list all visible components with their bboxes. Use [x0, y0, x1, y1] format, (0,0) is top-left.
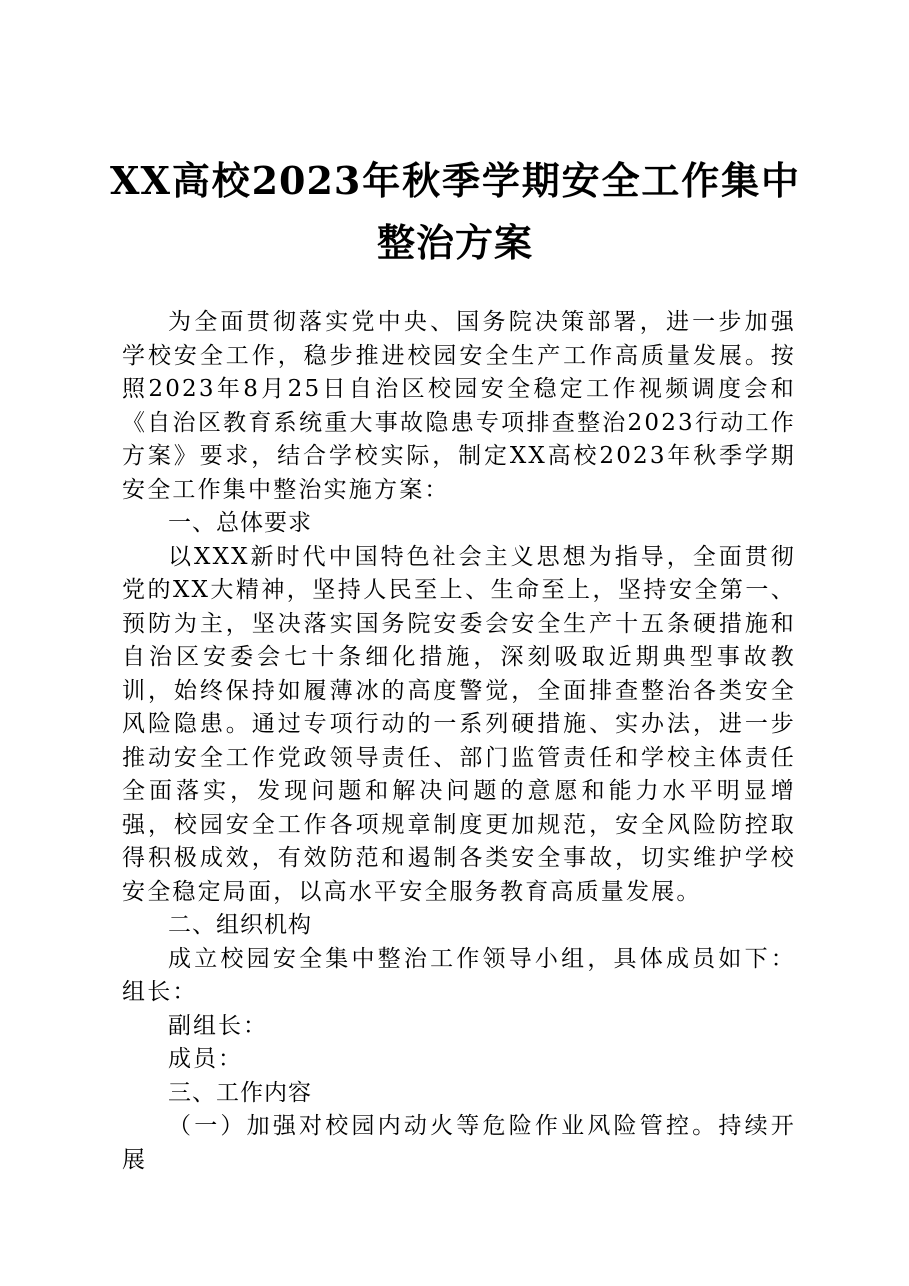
- section-heading-work-content: 三、工作内容: [168, 1079, 312, 1106]
- work-content-item-1: （一）加强对校园内动火等危险作业风险管控。持续开展: [122, 1113, 796, 1173]
- members-line: 成员：: [168, 1046, 243, 1072]
- document-body: [122, 306, 796, 1177]
- organization-paragraph: 成立校园安全集中整治工作领导小组，具体成员如下：组长：: [122, 945, 796, 1005]
- document-title: XX高校2023年秋季学期安全工作集中整治方案: [110, 158, 800, 265]
- intro-paragraph: 为全面贯彻落实党中央、国务院决策部署，进一步加强学校安全工作，稳步推进校园安全生产工作高质量发展。按照2023年8月25日自治区校园安全稳定工作视频调度会和《自治区教育系统重大事故隐患专项排查整治2023行动工作方案》要求，结合学校实际，制定XX高校2023年秋季学期安全工作集中整治实施方案：: [122, 309, 796, 503]
- section-heading-general-requirements: 一、总体要求: [168, 510, 312, 536]
- section-heading-organization: 二、组织机构: [168, 912, 312, 938]
- deputy-leader-line: 副组长：: [168, 1012, 268, 1039]
- general-requirements-paragraph: 以XXX新时代中国特色社会主义思想为指导，全面贯彻党的XX大精神，坚持人民至上、生命至上，坚持安全第一、预防为主，坚决落实国务院安委会安全生产十五条硬措施和自治区安委会七十条细化措施，深刻吸取近期典型事故教训，始终保持如履薄冰的高度警觉，全面排查整治各类安全风险隐患。通过专项行动的一系列硬措施、实办法，进一步推动安全工作党政领导责任、部门监管责任和学校主体责任全面落实，发现问题和解决问题的意愿和能力水平明显增强，校园安全工作各项规章制度更加规范，安全风险防控取得积极成效，有效防范和遏制各类安全事故，切实维护学校安全稳定局面，以高水平安全服务教育高质量发展。: [122, 543, 796, 905]
